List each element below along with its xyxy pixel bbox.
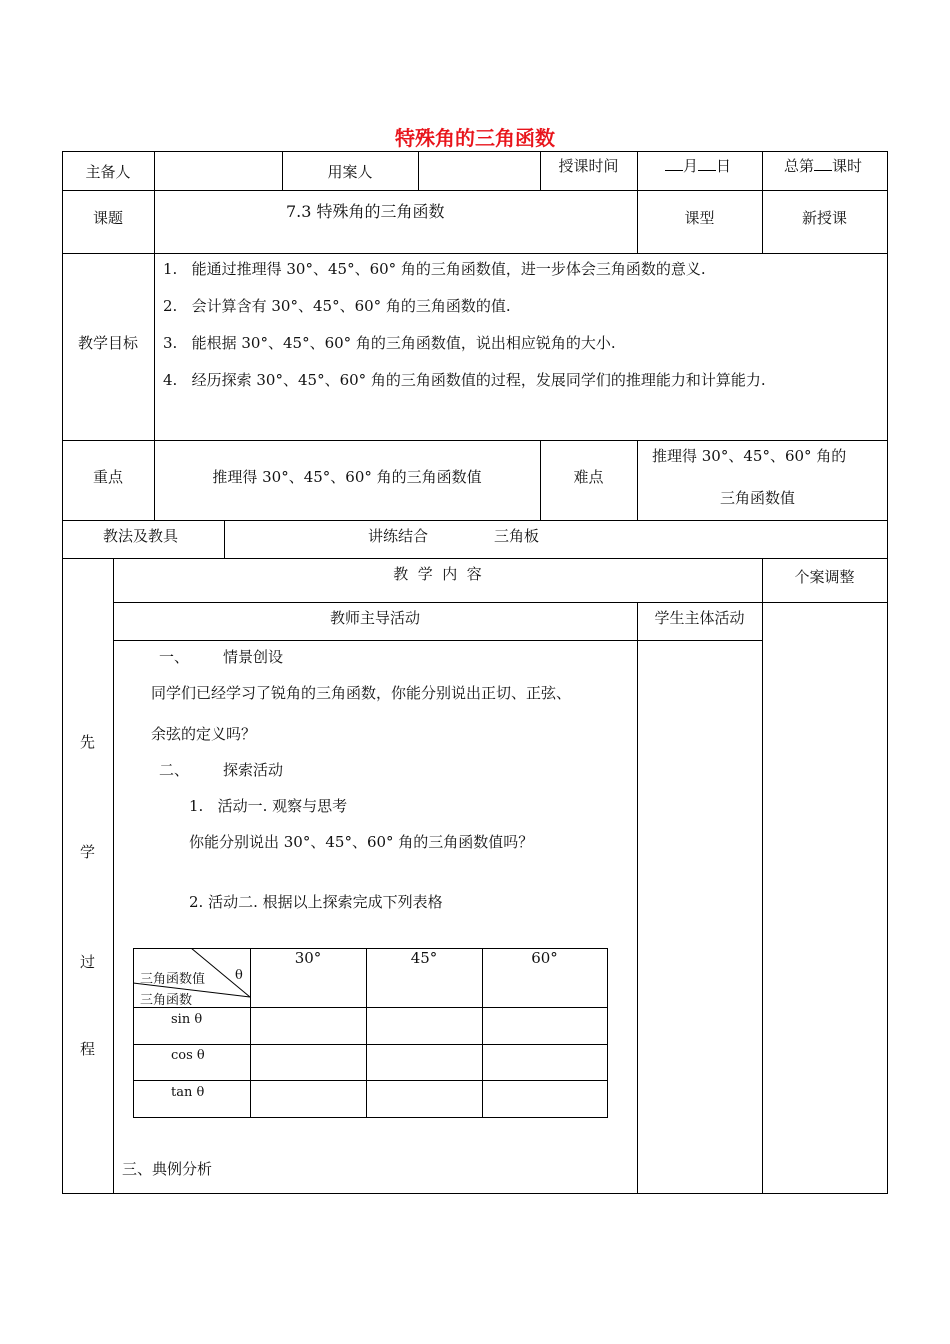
methods-label: 教法及教具 (103, 527, 179, 545)
row-label-tan: tan θ (171, 1085, 205, 1100)
activity-2-title: 2. 活动二. 根据以上探索完成下列表格 (189, 893, 443, 911)
user-label: 用案人 (327, 163, 373, 181)
page-title: 特殊角的三角函数 (395, 126, 555, 150)
process-label-char: 程 (79, 1040, 95, 1058)
difficulty-value-line2: 三角函数值 (720, 489, 796, 507)
lesson-type-value: 新授课 (801, 209, 847, 227)
activity-1-title: 1. 活动一. 观察与思考 (189, 797, 348, 815)
lesson-type-label: 课型 (684, 209, 715, 227)
intro-paragraph-line2: 余弦的定义吗？ (151, 725, 257, 743)
activity-1-question: 你能分别说出 30°、45°、60° 角的三角函数值吗？ (189, 833, 534, 851)
preparer-label: 主备人 (85, 163, 131, 181)
process-label-char: 学 (79, 843, 95, 861)
row-label-sin: sin θ (171, 1012, 203, 1027)
angle-header: 30° (294, 949, 322, 967)
section-1-title: 情景创设 (223, 648, 284, 666)
corner-label-theta: θ (235, 968, 243, 983)
objective-item: 4. 经历探索 30°、45°、60° 角的三角函数值的过程，发展同学们的推理能力和计算能力. (163, 371, 766, 389)
process-label-char: 先 (79, 733, 95, 751)
corner-label-functions: 三角函数 (140, 993, 193, 1008)
objectives-label: 教学目标 (77, 334, 138, 352)
section-2-title: 探索活动 (223, 761, 284, 779)
time-label: 授课时间 (558, 157, 619, 175)
angle-header: 60° (531, 949, 558, 967)
section-1-num: 一、 (159, 648, 190, 666)
date-fields: 月 日 (665, 155, 731, 176)
process-label-char: 过 (79, 953, 95, 971)
total-periods: 总第 课时 (784, 157, 863, 175)
adjustment-header: 个案调整 (794, 568, 855, 586)
difficulty-value-line1: 推理得 30°、45°、60° 角的 (652, 447, 847, 465)
objective-item: 2. 会计算含有 30°、45°、60° 角的三角函数的值. (163, 297, 511, 315)
topic-label: 课题 (92, 209, 123, 227)
topic-value: 7.3 特殊角的三角函数 (286, 202, 445, 221)
methods-value-2: 三角板 (494, 527, 540, 545)
section-2-num: 二、 (159, 761, 190, 779)
teacher-activity-header: 教师主导活动 (329, 609, 420, 627)
difficulty-label: 难点 (573, 468, 604, 486)
intro-paragraph-line1: 同学们已经学习了锐角的三角函数，你能分别说出正切、正弦、 (151, 684, 572, 702)
section-3-title: 三、典例分析 (122, 1160, 213, 1178)
content-header: 教 学 内 容 (393, 565, 482, 583)
key-point-value: 推理得 30°、45°、60° 角的三角函数值 (212, 468, 482, 486)
student-activity-header: 学生主体活动 (654, 609, 745, 627)
angle-header: 45° (410, 949, 438, 967)
methods-value-1: 讲练结合 (368, 527, 429, 545)
key-point-label: 重点 (92, 468, 123, 486)
corner-label-values: 三角函数值 (140, 972, 206, 987)
objective-item: 3. 能根据 30°、45°、60° 角的三角函数值，说出相应锐角的大小. (163, 334, 616, 352)
objective-item: 1. 能通过推理得 30°、45°、60° 角的三角函数值，进一步体会三角函数的意义. (163, 260, 706, 278)
row-label-cos: cos θ (171, 1048, 205, 1063)
